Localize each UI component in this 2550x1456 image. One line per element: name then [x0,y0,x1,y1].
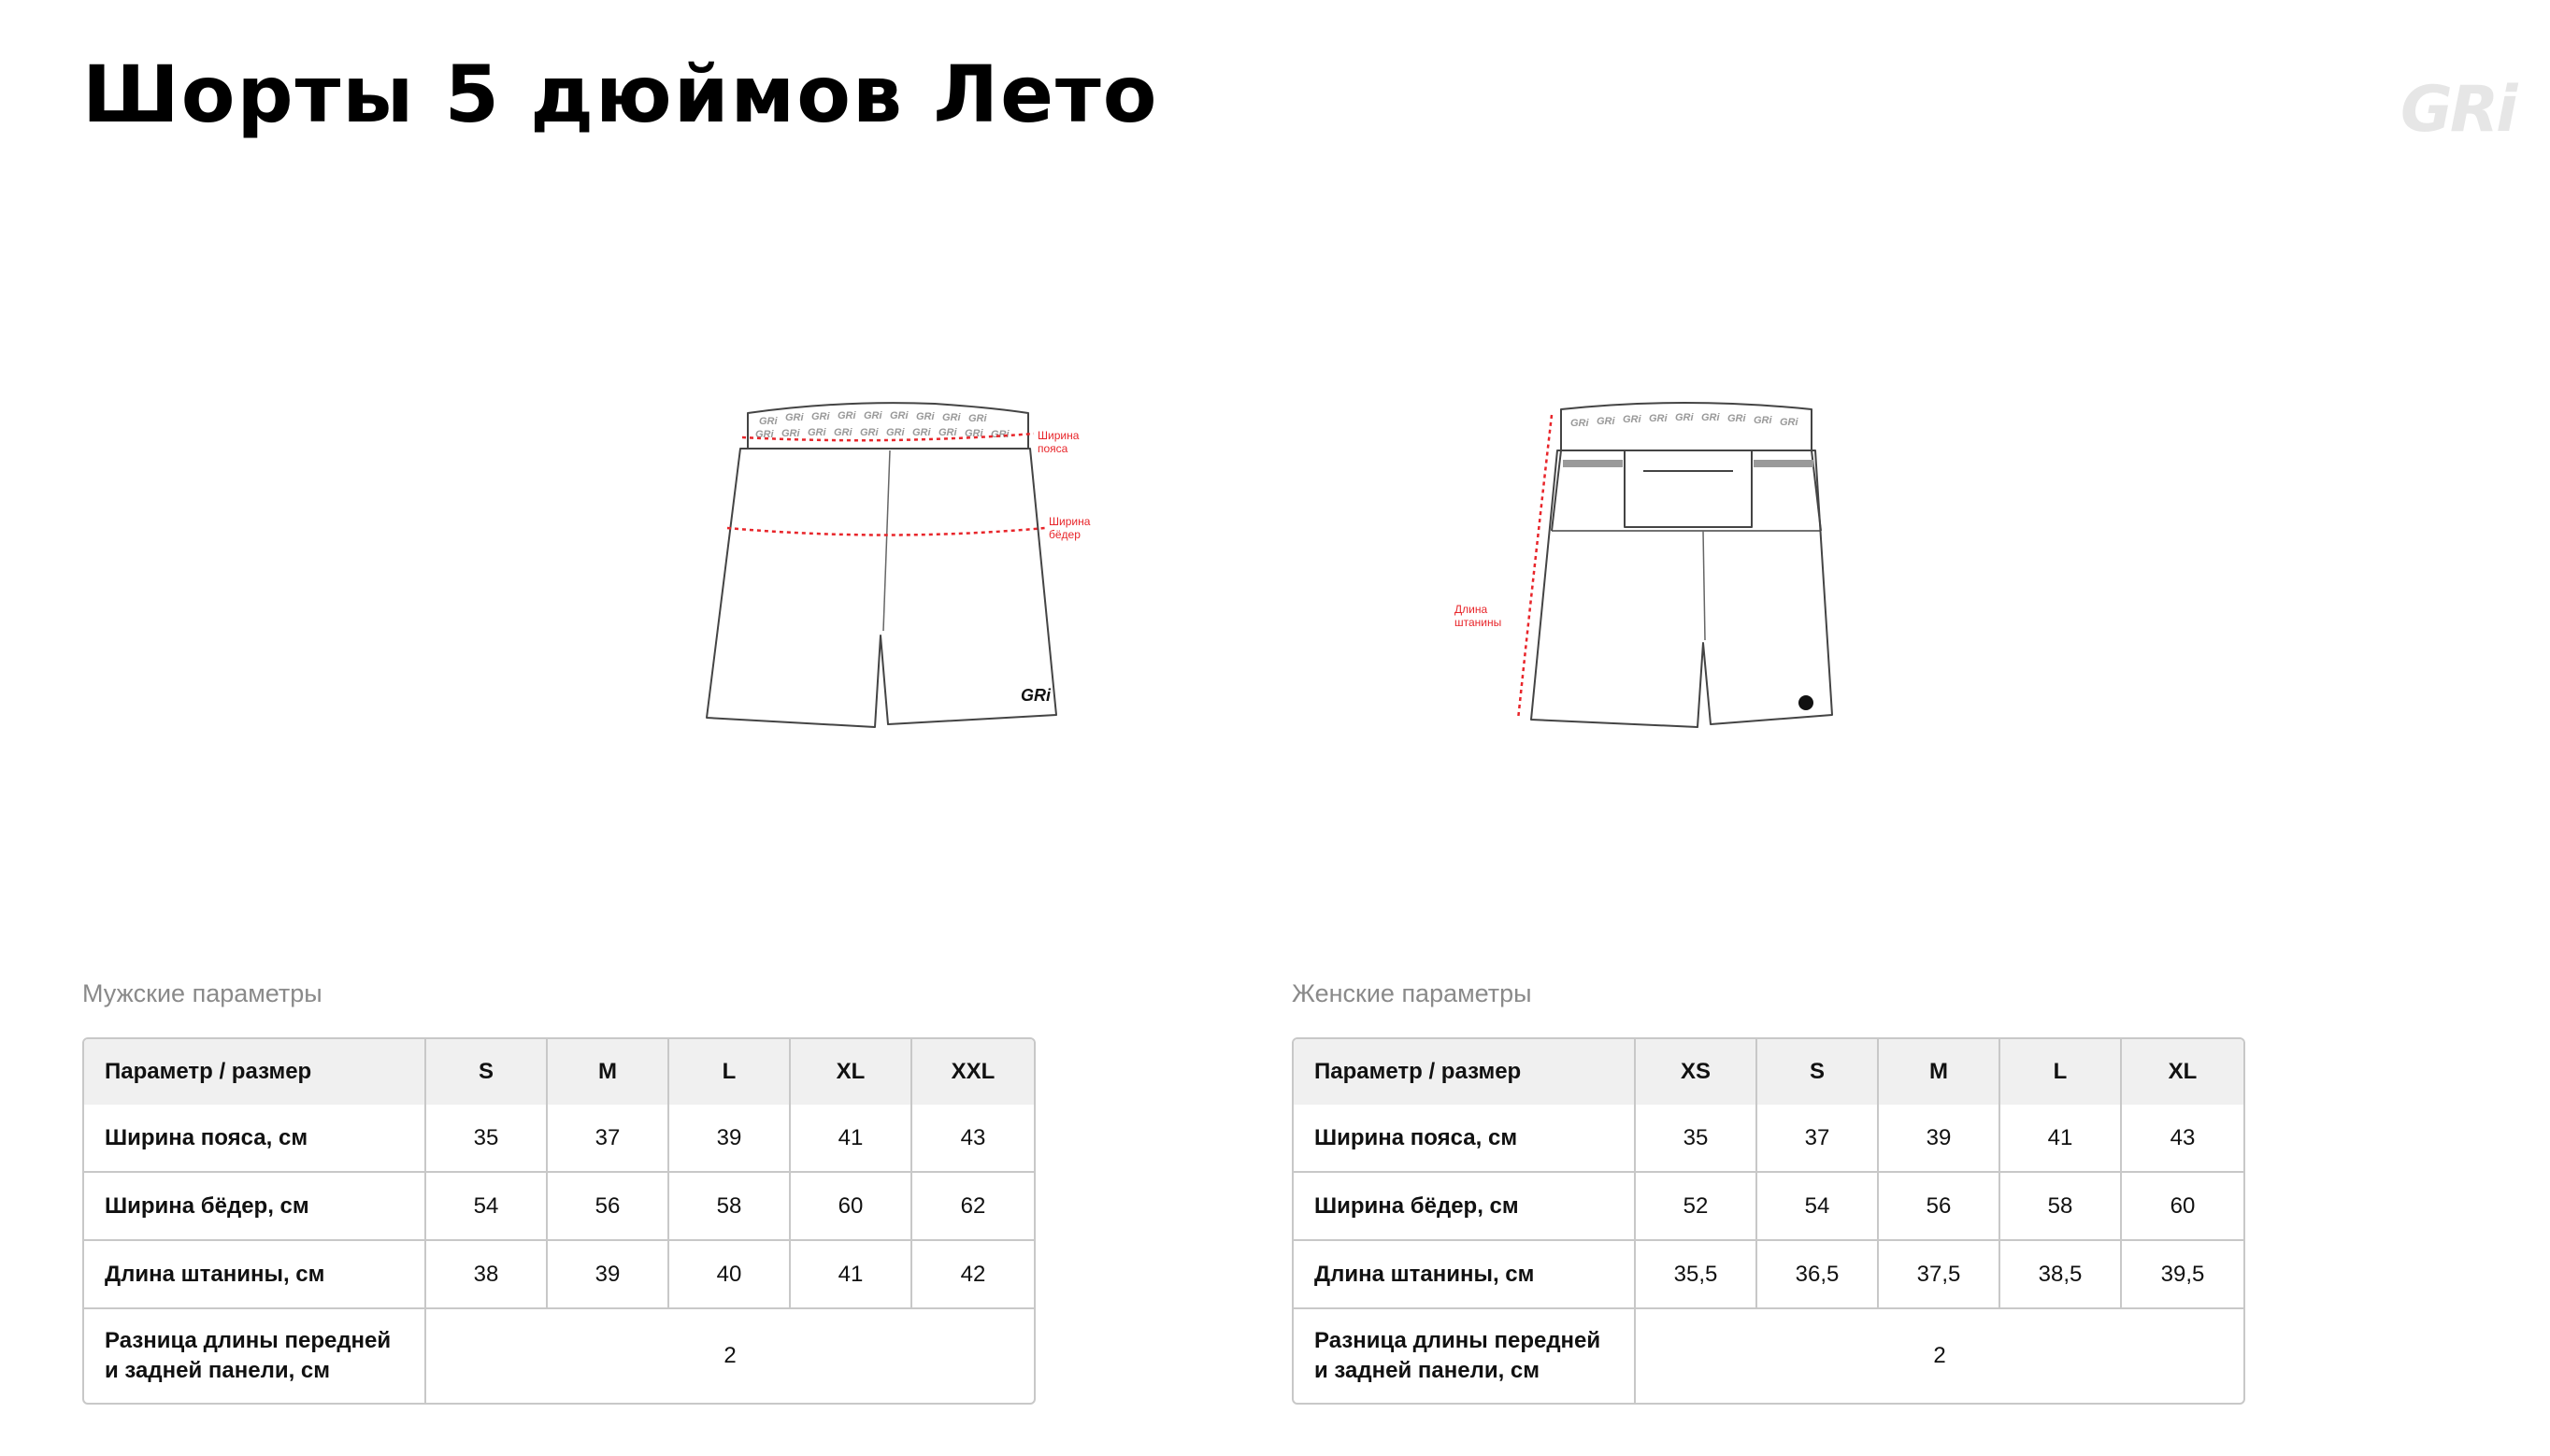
row-label: Длина штанины, см [84,1241,426,1309]
cell: 38 [426,1241,548,1309]
header-size: XL [2122,1039,2243,1105]
row-label: Ширина бёдер, см [1294,1173,1636,1241]
header-size: XXL [912,1039,1034,1105]
cell: 58 [2000,1173,2122,1241]
waist-label-line1: Ширина [1038,429,1080,442]
row-label: Ширина пояса, см [84,1105,426,1173]
table-header-row [1294,1039,2243,1105]
table-row [1294,1173,2243,1241]
row-label: Ширина пояса, см [1294,1105,1636,1173]
header-size: L [2000,1039,2122,1105]
hem-logo: GRi [1021,686,1052,705]
diff-label-line1: Разница длины передней [105,1328,392,1353]
table-row [1294,1105,2243,1173]
cell: 35 [1636,1105,1757,1173]
cell: 38,5 [2000,1241,2122,1309]
header-size: M [1879,1039,2000,1105]
women-size-table [1292,1037,2245,1405]
diff-label-line2: и задней панели, см [1314,1358,1540,1383]
header-size: XL [791,1039,912,1105]
svg-text:GRi: GRi [785,412,804,423]
row-label [1294,1309,1636,1403]
hip-label-line1: Ширина [1049,515,1091,528]
cell: 40 [669,1241,791,1309]
svg-text:GRi: GRi [864,410,882,421]
table-row [84,1241,1034,1309]
cell: 35 [426,1105,548,1173]
svg-text:GRi: GRi [991,429,1010,440]
svg-text:GRi: GRi [1780,417,1798,428]
table-row-diff [1294,1309,2243,1403]
header-size: XS [1636,1039,1757,1105]
hip-label-line2: бёдер [1049,528,1081,541]
cell: 39 [669,1105,791,1173]
table-row-diff [84,1309,1034,1403]
svg-text:GRi: GRi [755,429,774,440]
svg-text:GRi: GRi [912,427,931,438]
svg-text:GRi: GRi [890,410,909,421]
header-size: M [548,1039,669,1105]
svg-text:GRi: GRi [811,411,830,422]
header-param: Параметр / размер [84,1039,426,1105]
svg-text:GRi: GRi [1570,418,1589,429]
diff-label-line1: Разница длины передней [1314,1328,1601,1353]
row-label: Ширина бёдер, см [84,1173,426,1241]
cell: 52 [1636,1173,1757,1241]
svg-text:GRi: GRi [968,413,987,424]
back-logo-dot [1798,695,1813,710]
cell: 42 [912,1241,1034,1309]
row-label [84,1309,426,1403]
diff-value: 2 [1933,1343,1946,1368]
cell: 35,5 [1636,1241,1757,1309]
cell: 37 [1757,1105,1879,1173]
cell: 56 [548,1173,669,1241]
svg-text:GRi: GRi [1675,412,1694,423]
svg-text:GRi: GRi [916,411,935,422]
cell: 43 [912,1105,1034,1173]
row-label: Длина штанины, см [1294,1241,1636,1309]
shorts-front-diagram [692,393,1103,748]
cell: 43 [2122,1105,2243,1173]
cell: 54 [1757,1173,1879,1241]
length-label-line2: штанины [1454,616,1502,629]
length-label-line1: Длина [1454,603,1488,616]
svg-text:GRi: GRi [886,427,905,438]
brand-logo: GRi [2400,73,2515,147]
cell: 56 [1879,1173,2000,1241]
svg-text:GRi: GRi [1649,413,1668,424]
diff-label-line2: и задней панели, см [105,1358,331,1383]
cell: 41 [791,1105,912,1173]
table-row [84,1105,1034,1173]
cell: 39 [1879,1105,2000,1173]
header-size: S [426,1039,548,1105]
header-size: L [669,1039,791,1105]
cell: 36,5 [1757,1241,1879,1309]
cell: 41 [791,1241,912,1309]
cell: 37,5 [1879,1241,2000,1309]
table-row [1294,1241,2243,1309]
cell: 60 [2122,1173,2243,1241]
header-param: Параметр / размер [1294,1039,1636,1105]
men-size-table [82,1037,1036,1405]
waist-label-line2: пояса [1038,442,1068,455]
cell: 39,5 [2122,1241,2243,1309]
table-row [84,1173,1034,1241]
men-caption: Мужские параметры [82,979,322,1007]
svg-text:GRi: GRi [1701,412,1720,423]
svg-text:GRi: GRi [1754,415,1772,426]
svg-text:GRi: GRi [834,427,852,438]
cell: 39 [548,1241,669,1309]
diff-value: 2 [723,1343,737,1368]
shorts-back-diagram [1454,393,1888,748]
cell: 54 [426,1173,548,1241]
svg-text:GRi: GRi [781,428,800,439]
svg-text:GRi: GRi [1727,413,1746,424]
svg-text:GRi: GRi [808,427,826,438]
page-title: Шорты 5 дюймов Лето [82,49,1159,140]
women-caption: Женские параметры [1292,979,1532,1007]
svg-text:GRi: GRi [1623,414,1641,425]
svg-text:GRi: GRi [838,410,856,421]
header-size: S [1757,1039,1879,1105]
cell: 37 [548,1105,669,1173]
cell: 41 [2000,1105,2122,1173]
svg-text:GRi: GRi [942,412,961,423]
svg-text:GRi: GRi [759,416,778,427]
cell: 62 [912,1173,1034,1241]
cell: 58 [669,1173,791,1241]
cell: 60 [791,1173,912,1241]
svg-text:GRi: GRi [965,428,983,439]
svg-text:GRi: GRi [1597,416,1615,427]
svg-text:GRi: GRi [860,427,879,438]
table-header-row [84,1039,1034,1105]
svg-text:GRi: GRi [938,427,957,438]
